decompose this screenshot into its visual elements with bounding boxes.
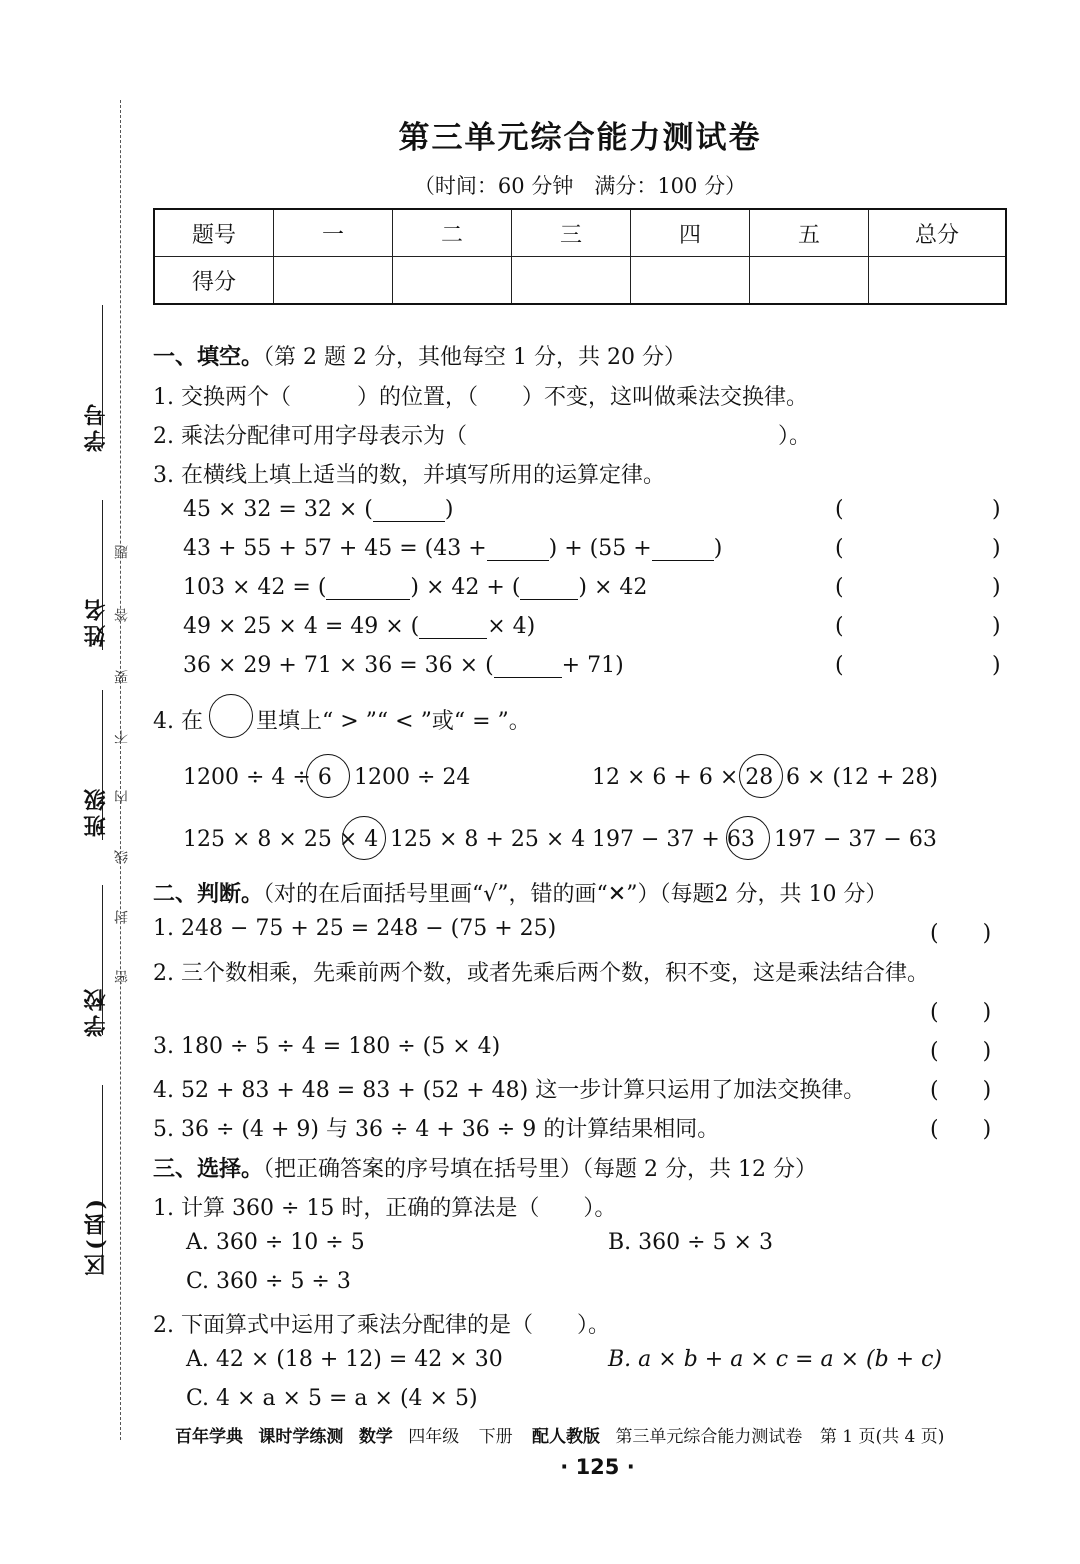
footer-edition: 配人教版: [532, 1427, 601, 1447]
score-header-cell: 四: [631, 209, 750, 257]
law-paren-open[interactable]: (: [835, 536, 844, 561]
q3-item-3: [183, 575, 647, 600]
s1-question-2-close: ）。: [778, 424, 812, 449]
seal-char: 线: [114, 850, 130, 864]
s1-question-1: 1. 交换两个（ ）的位置，（ ）不变，这叫做乘法交换律。: [153, 385, 808, 410]
judge-item: 3. 180 ÷ 5 ÷ 4 = 180 ÷ (5 × 4): [153, 1034, 501, 1059]
score-row-label: 得分: [154, 257, 274, 305]
class-label: 班级: [83, 785, 109, 837]
choice-option[interactable]: A. 42 × (18 + 12) = 42 × 30: [186, 1347, 503, 1372]
section-1-heading: [153, 340, 686, 371]
district-label: 区(县): [83, 1195, 109, 1276]
section-2-note: （对的在后面括号里画“√”，错的画“✕”）（每题2 分，共 10 分）: [263, 882, 888, 907]
s1-question-2: 2. 乘法分配律可用字母表示为（: [153, 424, 467, 449]
answer-blank[interactable]: [373, 501, 445, 522]
answer-blank[interactable]: [487, 540, 549, 561]
compare-circle[interactable]: [342, 816, 386, 860]
compare-left: 1200 ÷ 4 ÷ 6: [183, 765, 332, 790]
footer: [175, 1422, 944, 1447]
compare-right: 6 × (12 + 28): [786, 765, 938, 790]
section-3-title: 三、选择。: [153, 1156, 264, 1182]
footer-grade: 四年级: [408, 1427, 460, 1447]
score-header-cell: 一: [274, 209, 393, 257]
score-header-cell: 二: [393, 209, 512, 257]
footer-brand: 百年学典: [175, 1427, 243, 1447]
seal-char: 不: [114, 730, 130, 744]
exam-info: （时间：60 分钟 满分：100 分）: [413, 174, 747, 198]
binding-dashed-line: [120, 100, 121, 1440]
footer-paper: 第三单元综合能力测试卷: [615, 1427, 803, 1447]
s1-question-4: 4. 在: [153, 709, 203, 734]
student-id-label: 学号: [83, 400, 109, 452]
footer-series: 课时学练测: [258, 1427, 344, 1447]
score-cell[interactable]: [512, 257, 631, 305]
score-cell[interactable]: [869, 257, 1007, 305]
compare-circle[interactable]: [739, 754, 783, 798]
choice-question-1: 1. 计算 360 ÷ 15 时，正确的算法是（ ）。: [153, 1196, 617, 1221]
score-table: [153, 208, 1007, 305]
seal-char: 要: [114, 670, 130, 684]
q3-item-5: [183, 653, 624, 678]
section-1-note: （第 2 题 2 分，其他每空 1 分，共 20 分）: [263, 345, 686, 370]
law-paren-open[interactable]: (: [835, 614, 844, 639]
name-label: 姓名: [83, 595, 109, 647]
section-1-title: 一、填空。: [153, 344, 264, 370]
compare-circle-example: [209, 694, 253, 738]
score-header-cell: 题号: [154, 209, 274, 257]
answer-blank[interactable]: [652, 540, 714, 561]
compare-right: 1200 ÷ 24: [354, 765, 471, 790]
choice-question-2: 2. 下面算式中运用了乘法分配律的是（ ）。: [153, 1313, 610, 1338]
law-paren-open[interactable]: (: [835, 497, 844, 522]
choice-option[interactable]: B. 360 ÷ 5 × 3: [608, 1230, 773, 1255]
s1-question-4-rest: 里填上“ > ”“ < ”或“ = ”。: [256, 709, 531, 734]
seal-char: 题: [114, 545, 130, 559]
q3-item-text: 36 × 29 + 71 × 36 = 36 × (: [183, 653, 494, 678]
q3-item-text: 45 × 32 = 32 × (: [183, 497, 373, 522]
law-paren-open[interactable]: (: [835, 653, 844, 678]
answer-blank[interactable]: [419, 618, 487, 639]
footer-subject: 数学: [358, 1427, 393, 1447]
choice-option[interactable]: B. a × b + a × c = a × (b + c): [608, 1347, 942, 1372]
q3-item-text: ) × 42 + (: [410, 575, 521, 600]
q3-item-text: ) + (55 +: [548, 536, 652, 561]
q3-item-text: 103 × 42 = (: [183, 575, 327, 600]
compare-right: 197 − 37 − 63: [774, 827, 937, 852]
judge-answer-paren[interactable]: ( ): [930, 1078, 992, 1103]
q3-item-1: [183, 497, 453, 522]
compare-right: 125 × 8 + 25 × 4: [390, 827, 586, 852]
q3-item-text: × 4): [487, 614, 536, 639]
judge-answer-paren[interactable]: ( ): [930, 1039, 992, 1064]
judge-item: 1. 248 − 75 + 25 = 248 − (75 + 25): [153, 916, 557, 941]
choice-option[interactable]: A. 360 ÷ 10 ÷ 5: [186, 1230, 365, 1255]
section-3-note: （把正确答案的序号填在括号里）（每题 2 分，共 12 分）: [263, 1157, 817, 1182]
q3-item-2: [183, 536, 722, 561]
score-header-cell: 总分: [869, 209, 1007, 257]
q3-item-text: ) × 42: [578, 575, 648, 600]
law-paren-close: ): [992, 614, 1001, 639]
law-paren-open[interactable]: (: [835, 575, 844, 600]
score-cell[interactable]: [631, 257, 750, 305]
score-table-header-row: [154, 209, 1006, 257]
seal-char: 答: [114, 608, 130, 622]
compare-left: 197 − 37 + 63: [592, 827, 755, 852]
answer-blank[interactable]: [326, 579, 410, 600]
score-cell[interactable]: [274, 257, 393, 305]
law-paren-close: ): [992, 653, 1001, 678]
page-number: · 125 ·: [560, 1455, 635, 1479]
judge-item: 5. 36 ÷ (4 + 9) 与 36 ÷ 4 + 36 ÷ 9 的计算结果相同。: [153, 1117, 720, 1142]
score-table-score-row: [154, 257, 1006, 305]
judge-answer-paren[interactable]: ( ): [930, 921, 992, 946]
judge-answer-paren[interactable]: ( ): [930, 1117, 992, 1142]
answer-blank[interactable]: [520, 579, 578, 600]
law-paren-close: ): [992, 497, 1001, 522]
judge-answer-paren[interactable]: ( ): [930, 1000, 992, 1025]
seal-char: 密: [114, 970, 130, 984]
compare-left: 12 × 6 + 6 × 28: [592, 765, 774, 790]
seal-char: 内: [114, 790, 130, 804]
score-header-cell: 三: [512, 209, 631, 257]
section-2-heading: [153, 877, 887, 908]
s1-question-3: 3. 在横线上填上适当的数，并填写所用的运算定律。: [153, 463, 665, 488]
q3-item-text: ): [713, 536, 723, 561]
school-label: 学校: [83, 985, 109, 1037]
page-title: 第三单元综合能力测试卷: [398, 120, 762, 156]
footer-term: 下册: [478, 1427, 513, 1447]
section-2-title: 二、判断。: [153, 881, 264, 907]
section-3-heading: [153, 1152, 817, 1183]
choice-option[interactable]: C. 360 ÷ 5 ÷ 3: [186, 1269, 351, 1294]
law-paren-close: ): [992, 536, 1001, 561]
choice-option[interactable]: C. 4 × a × 5 = a × (4 × 5): [186, 1386, 478, 1411]
answer-blank[interactable]: [494, 657, 562, 678]
compare-circle[interactable]: [306, 754, 350, 798]
q3-item-text: ): [444, 497, 454, 522]
compare-left: 125 × 8 × 25 × 4: [183, 827, 379, 852]
score-cell[interactable]: [393, 257, 512, 305]
judge-item: 4. 52 + 83 + 48 = 83 + (52 + 48) 这一步计算只运用了加法交换律。: [153, 1078, 866, 1103]
q3-item-text: 49 × 25 × 4 = 49 × (: [183, 614, 420, 639]
footer-pages: 第 1 页(共 4 页): [819, 1427, 945, 1447]
seal-char: 封: [114, 910, 130, 924]
q3-item-text: 43 + 55 + 57 + 45 = (43 +: [183, 536, 487, 561]
law-paren-close: ): [992, 575, 1001, 600]
q3-item-text: + 71): [561, 653, 624, 678]
q3-item-4: [183, 614, 535, 639]
compare-circle[interactable]: [726, 816, 770, 860]
score-cell[interactable]: [750, 257, 869, 305]
score-header-cell: 五: [750, 209, 869, 257]
judge-item: 2. 三个数相乘，先乘前两个数，或者先乘后两个数，积不变，这是乘法结合律。: [153, 961, 929, 986]
